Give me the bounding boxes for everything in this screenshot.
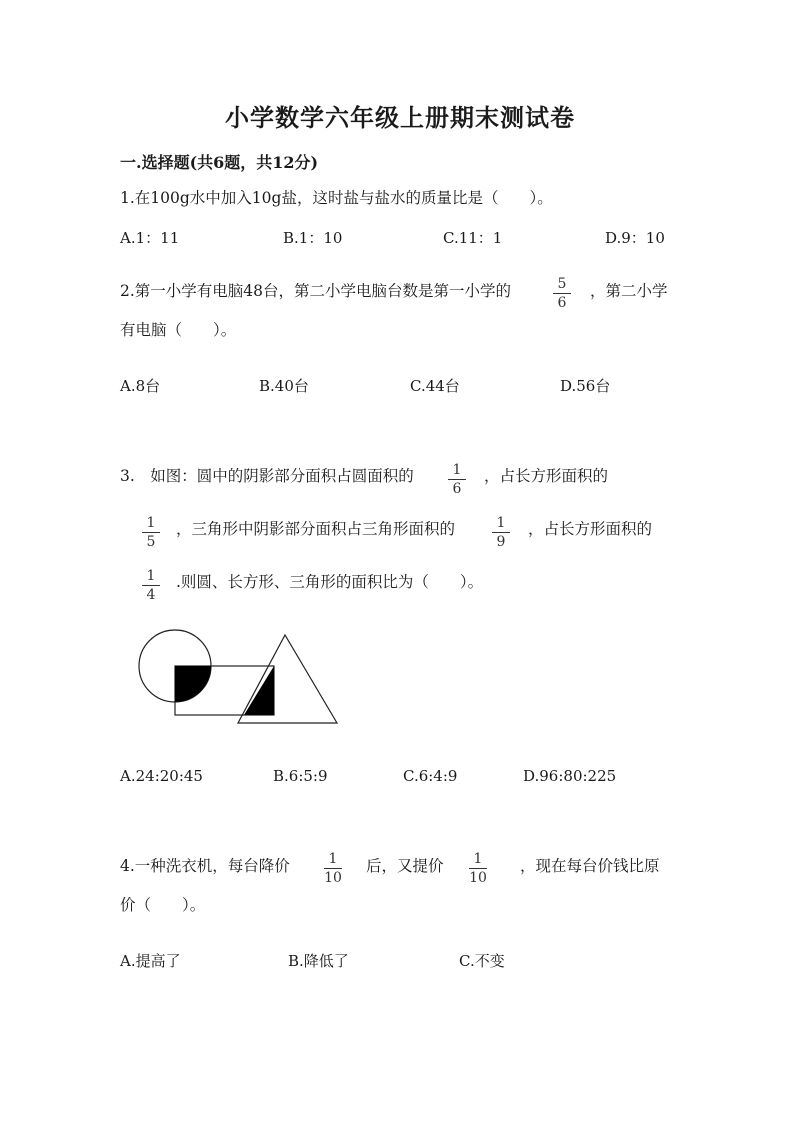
question-2-text-part1: 2.第一小学有电脑48台，第二小学电脑台数是第一小学的 [120, 282, 512, 300]
fraction-numerator: 1 [146, 515, 156, 531]
question-2-fraction [551, 276, 573, 311]
fraction-denominator: 6 [557, 295, 567, 311]
fraction-bar [448, 479, 466, 480]
question-2-option-d[interactable]: D.56台 [560, 377, 611, 395]
fraction-numerator: 5 [557, 276, 567, 292]
question-1-text: 1.在100g水中加入10g盐，这时盐与盐水的质量比是（ ）。 [120, 189, 553, 207]
fraction-numerator: 1 [146, 568, 156, 584]
question-3-text-part4: ，占长方形面积的 [528, 520, 653, 538]
question-3-fraction-4 [140, 568, 162, 603]
question-3-option-d[interactable]: D.96:80:225 [523, 767, 617, 785]
triangle-shaded-part [244, 666, 274, 715]
fraction-denominator: 6 [452, 481, 462, 497]
fraction-denominator: 10 [469, 870, 487, 886]
question-3-fraction-2 [140, 515, 162, 550]
question-1-option-d[interactable]: D.9：10 [605, 229, 665, 247]
fraction-numerator: 1 [473, 851, 483, 867]
fraction-bar [553, 293, 571, 294]
question-1-option-c[interactable]: C.11：1 [443, 229, 503, 247]
fraction-bar [142, 532, 160, 533]
question-4-text-part3: ，现在每台价钱比原 [520, 857, 660, 875]
question-3-option-b[interactable]: B.6:5:9 [273, 767, 328, 785]
question-3-option-c[interactable]: C.6:4:9 [403, 767, 458, 785]
question-2-text-part2: ，第二小学 [590, 282, 668, 300]
question-3-figure [132, 626, 352, 736]
fraction-denominator: 5 [146, 534, 156, 550]
question-4-option-a[interactable]: A.提高了 [120, 952, 181, 970]
circle-shaded-sector [175, 666, 211, 702]
question-3-fraction-1 [446, 462, 468, 497]
question-4-text-part2: 后，又提价 [366, 857, 444, 875]
question-4-fraction-2 [467, 851, 489, 886]
question-2-text-line2: 有电脑（ ）。 [120, 321, 237, 339]
fraction-numerator: 1 [452, 462, 462, 478]
question-4-option-b[interactable]: B.降低了 [288, 952, 349, 970]
question-2-option-b[interactable]: B.40台 [259, 377, 309, 395]
fraction-numerator: 1 [496, 515, 506, 531]
question-2-option-c[interactable]: C.44台 [410, 377, 460, 395]
question-3-text-part3: ，三角形中阴影部分面积占三角形面积的 [176, 520, 456, 538]
question-4-text-line2: 价（ ）。 [120, 896, 206, 914]
fraction-bar [469, 868, 487, 869]
fraction-bar [492, 532, 510, 533]
section-heading: 一.选择题(共6题，共12分) [120, 153, 319, 172]
fraction-bar [142, 585, 160, 586]
question-4-fraction-1 [322, 851, 344, 886]
question-3-fraction-3 [490, 515, 512, 550]
fraction-denominator: 10 [324, 870, 342, 886]
question-3-text-part1: 3. 如图：圆中的阴影部分面积占圆面积的 [120, 467, 414, 485]
question-4-text-part1: 4.一种洗衣机，每台降价 [120, 857, 290, 875]
fraction-bar [324, 868, 342, 869]
fraction-denominator: 9 [496, 534, 506, 550]
question-2-option-a[interactable]: A.8台 [120, 377, 161, 395]
fraction-numerator: 1 [328, 851, 338, 867]
question-1-option-a[interactable]: A.1：11 [120, 229, 180, 247]
fraction-denominator: 4 [146, 587, 156, 603]
question-3-text-line3: .则圆、长方形、三角形的面积比为（ ）。 [176, 573, 484, 591]
question-1-option-b[interactable]: B.1：10 [283, 229, 343, 247]
question-4-option-c[interactable]: C.不变 [459, 952, 505, 970]
page-title: 小学数学六年级上册期末测试卷 [225, 103, 575, 132]
question-3-text-part2: ，占长方形面积的 [484, 467, 609, 485]
question-3-option-a[interactable]: A.24:20:45 [120, 767, 203, 785]
